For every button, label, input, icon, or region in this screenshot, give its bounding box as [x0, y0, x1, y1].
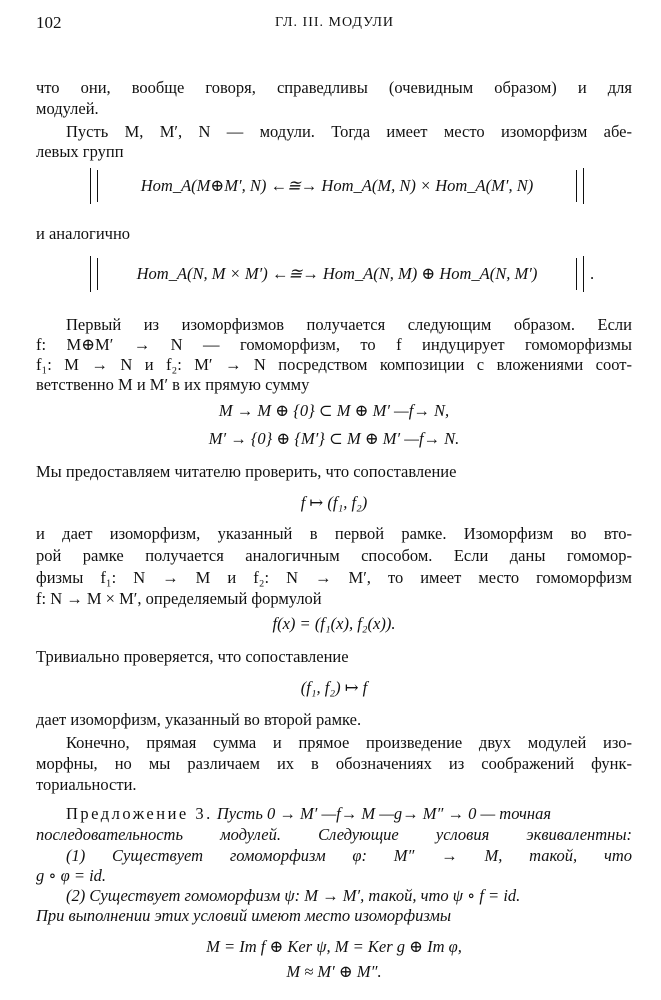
formula-line: M′ → {0} ⊕ {M′} ⊂ M ⊕ M′ —f→ N. — [208, 429, 460, 448]
text-line: физмы f₁: N → M и f₂: N → M′, то имеет место гомоморфизм — [36, 568, 632, 587]
running-title: ГЛ. III. МОДУЛИ — [275, 15, 395, 30]
text-line: морфны, но мы различаем их в обозначениях из соображений функ- — [36, 754, 632, 773]
proposition-text: Пусть 0 → M′ —f→ M —g→ M″ → 0 — точная — [216, 804, 552, 823]
page-number: 102 — [36, 13, 62, 32]
text-line: Первый из изоморфизмов получается следующим образом. Если — [66, 315, 632, 334]
text-line: Тривиально проверяется, что сопоставление — [36, 647, 349, 666]
text-line: модулей. — [36, 99, 99, 118]
proposition-line: (1) Существует гомоморфизм φ: M″ → M, такой, что — [66, 846, 632, 865]
text-line: рой рамке получается аналогичным способом. Если даны гомомор- — [36, 546, 632, 565]
proposition-heading — [36, 804, 632, 824]
text-line: Конечно, прямая сумма и прямое произведение двух модулей изо- — [66, 733, 632, 752]
proposition-label: Предложение 3. — [66, 804, 213, 823]
formula-line: (f₁, f₂) ↦ f — [300, 678, 368, 697]
second-isomorphism-box — [90, 256, 584, 292]
text-line: f: M⊕M′ → N — гомоморфизм, то f индуцирует гомоморфизмы — [36, 335, 632, 354]
formula-line: M → M ⊕ {0} ⊂ M ⊕ M′ —f→ N, — [218, 401, 450, 420]
formula-line: f(x) = (f₁(x), f₂(x)). — [272, 614, 396, 633]
text-line: f₁: M → N и f₂: M′ → N посредством композиции с вложениями соот- — [36, 355, 632, 374]
text-line: что они, вообще говоря, справедливы (очевидным образом) и для — [36, 78, 632, 97]
box-formula: Hom_A(M⊕M′, N) ←≅→ Hom_A(M, N) × Hom_A(M′, N) — [140, 176, 534, 195]
text-line: ветственно M и M′ в их прямую сумму — [36, 375, 310, 394]
text-line: ториальности. — [36, 775, 137, 794]
formula-line: M ≈ M′ ⊕ M″. — [286, 962, 382, 981]
text-line: и дает изоморфизм, указанный в первой рамке. Изоморфизм во вто- — [36, 524, 632, 543]
first-isomorphism-box — [90, 168, 584, 204]
box-period: . — [590, 264, 595, 283]
proposition-line: последовательность модулей. Следующие условия эквивалентны: — [36, 825, 632, 844]
text-line: дает изоморфизм, указанный во второй рамке. — [36, 710, 362, 729]
proposition-line: При выполнении этих условий имеют место изоморфизмы — [36, 906, 452, 925]
proposition-line: g ∘ φ = id. — [36, 866, 107, 885]
text-line: Пусть M, M′, N — модули. Тогда имеет место изоморфизм абе- — [66, 122, 632, 141]
proposition-line: (2) Существует гомоморфизм ψ: M → M′, такой, что ψ ∘ f = id. — [66, 886, 521, 905]
box-formula: Hom_A(N, M × M′) ←≅→ Hom_A(N, M) ⊕ Hom_A(N, M′) — [136, 264, 538, 283]
formula-line: M = Im f ⊕ Ker ψ, M = Ker g ⊕ Im φ, — [206, 937, 462, 956]
text-line: левых групп — [36, 142, 124, 161]
formula-line: f ↦ (f₁, f₂) — [300, 493, 368, 512]
text-line: и аналогично — [36, 224, 131, 243]
text-line: Мы предоставляем читателю проверить, что сопоставление — [36, 462, 457, 481]
text-line: f: N → M × M′, определяемый формулой — [36, 589, 322, 608]
